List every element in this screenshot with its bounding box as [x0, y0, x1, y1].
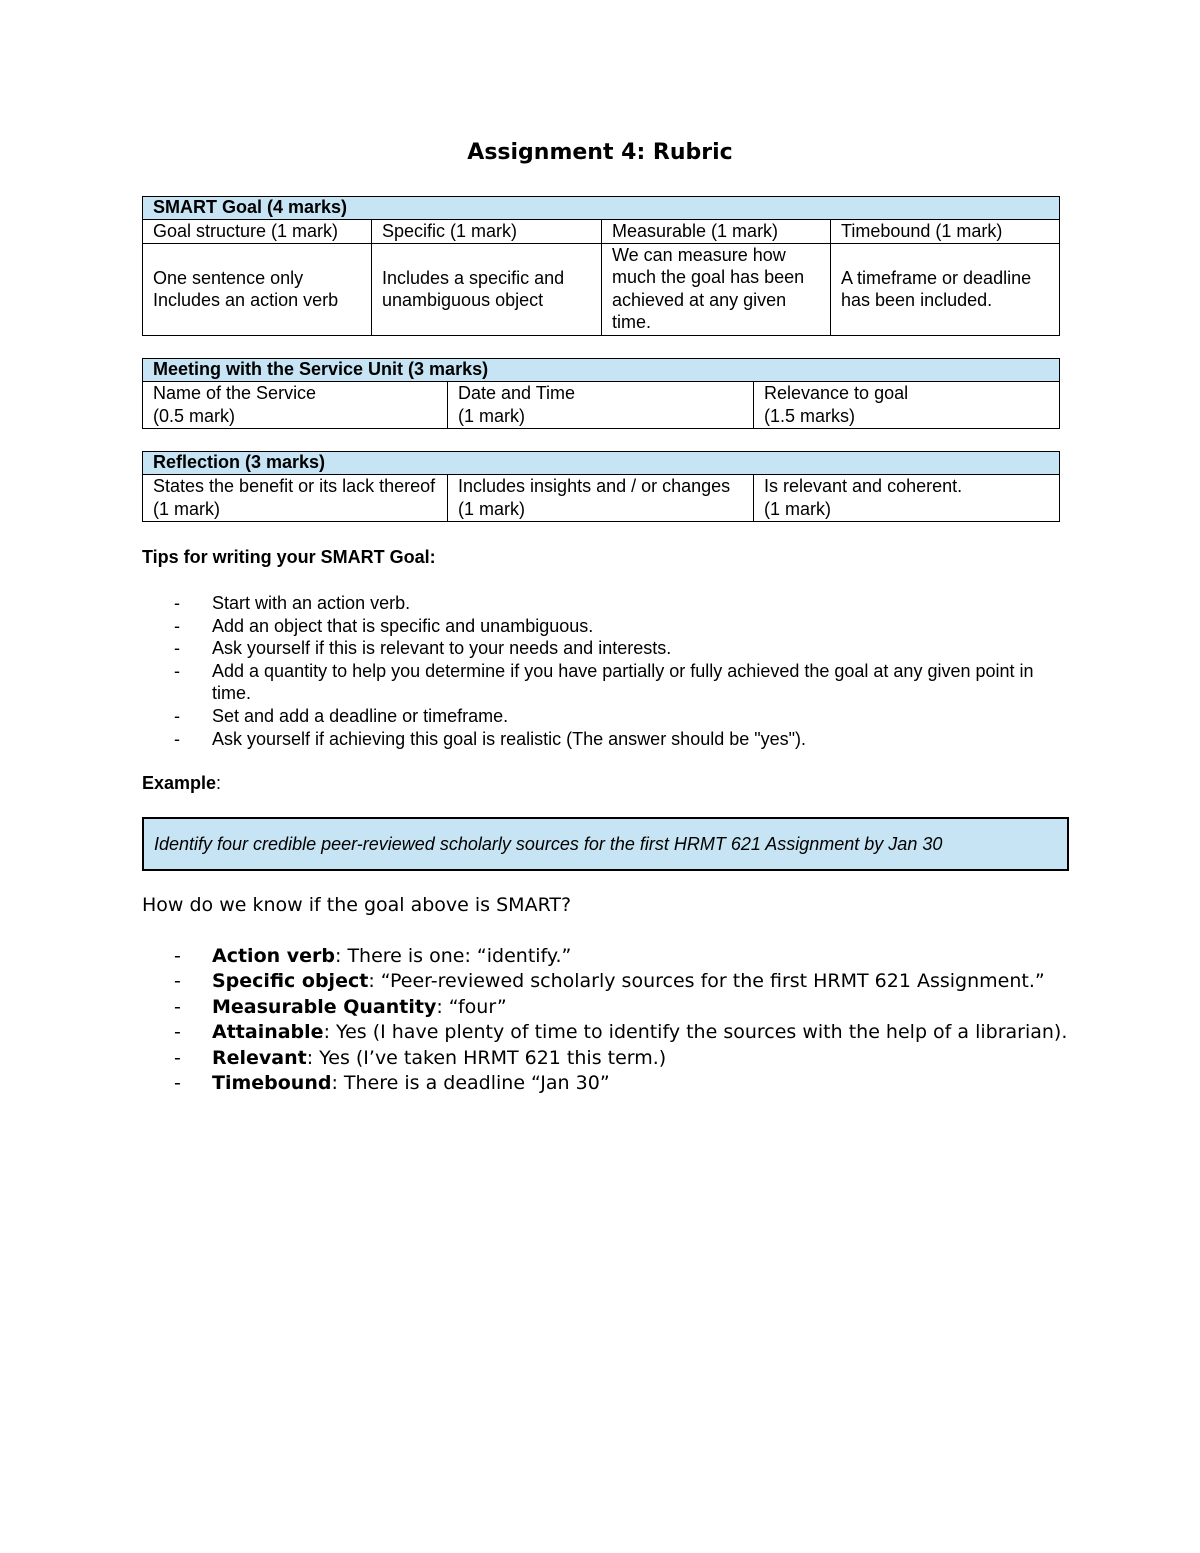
criterion-text: : There is one: “identify.”: [335, 945, 572, 967]
dash-bullet: -: [174, 970, 181, 993]
list-item: [142, 615, 1062, 638]
criterion-text: : “four”: [436, 995, 507, 1018]
dash-bullet: -: [174, 1046, 181, 1069]
criterion-text: : There is a deadline “Jan 30”: [331, 1072, 610, 1095]
dash-bullet: -: [174, 995, 181, 1018]
criterion-text: : Yes (I have plenty of time to identify the sources with the help of a librarian).: [323, 1021, 1068, 1044]
criterion-term: Attainable: [212, 1021, 324, 1044]
list-item: [142, 1020, 1072, 1045]
meeting-table: [142, 358, 1060, 429]
column-timebound: Timebound (1 mark): [831, 220, 1060, 244]
reflection-header: Reflection (3 marks): [143, 452, 1060, 475]
dash-bullet: -: [174, 1072, 181, 1095]
tips-list: [142, 592, 1062, 750]
criterion-text: : “Peer-reviewed scholarly sources for the first HRMT 621 Assignment.”: [368, 970, 1045, 993]
list-item: [142, 969, 1072, 994]
list-item: [142, 1046, 1072, 1071]
list-item: [142, 944, 1072, 969]
smart-question: How do we know if the goal above is SMART?: [142, 894, 572, 916]
page-title: Assignment 4: Rubric: [467, 140, 733, 165]
tip-text: Start with an action verb.: [212, 593, 411, 613]
cell-specific: Includes a specific and unambiguous object: [372, 243, 602, 335]
list-item: [142, 705, 1062, 728]
example-label-text: Example: [142, 773, 217, 793]
cell-insights: Includes insights and / or changes (1 mark): [448, 475, 754, 522]
criterion-term: Relevant: [212, 1046, 307, 1069]
cell-service-name: Name of the Service (0.5 mark): [143, 382, 448, 429]
tip-text: Add a quantity to help you determine if you have partially or fully achieved the goal at any given point in time.: [212, 660, 1034, 704]
example-goal-box: Identify four credible peer-reviewed scholarly sources for the first HRMT 621 Assignment by Jan 30: [142, 817, 1069, 871]
dash-bullet: -: [174, 660, 180, 681]
meeting-header: Meeting with the Service Unit (3 marks): [143, 359, 1060, 382]
dash-bullet: -: [174, 615, 180, 636]
criterion-term: Measurable Quantity: [212, 995, 437, 1018]
criterion-text: : Yes (I’ve taken HRMT 621 this term.): [306, 1046, 667, 1069]
list-item: [142, 1071, 1072, 1096]
dash-bullet: -: [174, 1021, 181, 1044]
cell-timebound: A timeframe or deadline has been included.: [831, 243, 1060, 335]
column-measurable: Measurable (1 mark): [602, 220, 831, 244]
smart-goal-table: [142, 196, 1060, 336]
cell-measurable: We can measure how much the goal has been achieved at any given time.: [602, 243, 831, 335]
list-item: [142, 637, 1062, 660]
cell-relevance: Relevance to goal (1.5 marks): [754, 382, 1060, 429]
tip-text: Ask yourself if achieving this goal is realistic (The answer should be "yes").: [212, 728, 807, 749]
dash-bullet: -: [174, 945, 181, 967]
criterion-term: Action verb: [212, 945, 335, 967]
list-item: [142, 592, 1062, 615]
smart-breakdown-list: [142, 944, 1072, 1096]
dash-bullet: -: [174, 638, 180, 659]
dash-bullet: -: [174, 593, 180, 613]
column-specific: Specific (1 mark): [372, 220, 602, 244]
tip-text: Add an object that is specific and unambiguous.: [212, 615, 594, 636]
example-label-colon: :: [216, 773, 222, 793]
cell-benefit: States the benefit or its lack thereof (1 mark): [143, 475, 448, 522]
cell-goal-structure: One sentence only Includes an action verb: [143, 243, 372, 335]
list-item: [142, 660, 1062, 705]
reflection-table: [142, 451, 1060, 522]
column-goal-structure: Goal structure (1 mark): [143, 220, 372, 244]
tip-text: Set and add a deadline or timeframe.: [212, 705, 509, 726]
example-label: [142, 773, 221, 794]
dash-bullet: -: [174, 728, 180, 749]
tip-text: Ask yourself if this is relevant to your needs and interests.: [212, 638, 672, 659]
cell-date-time: Date and Time (1 mark): [448, 382, 754, 429]
criterion-term: Specific object: [212, 970, 369, 993]
criterion-term: Timebound: [212, 1072, 332, 1095]
dash-bullet: -: [174, 705, 180, 726]
cell-coherent: Is relevant and coherent. (1 mark): [754, 475, 1060, 522]
list-item: [142, 728, 1062, 751]
tips-heading: Tips for writing your SMART Goal:: [142, 547, 436, 567]
smart-goal-header: SMART Goal (4 marks): [143, 197, 1060, 220]
list-item: [142, 995, 1072, 1020]
